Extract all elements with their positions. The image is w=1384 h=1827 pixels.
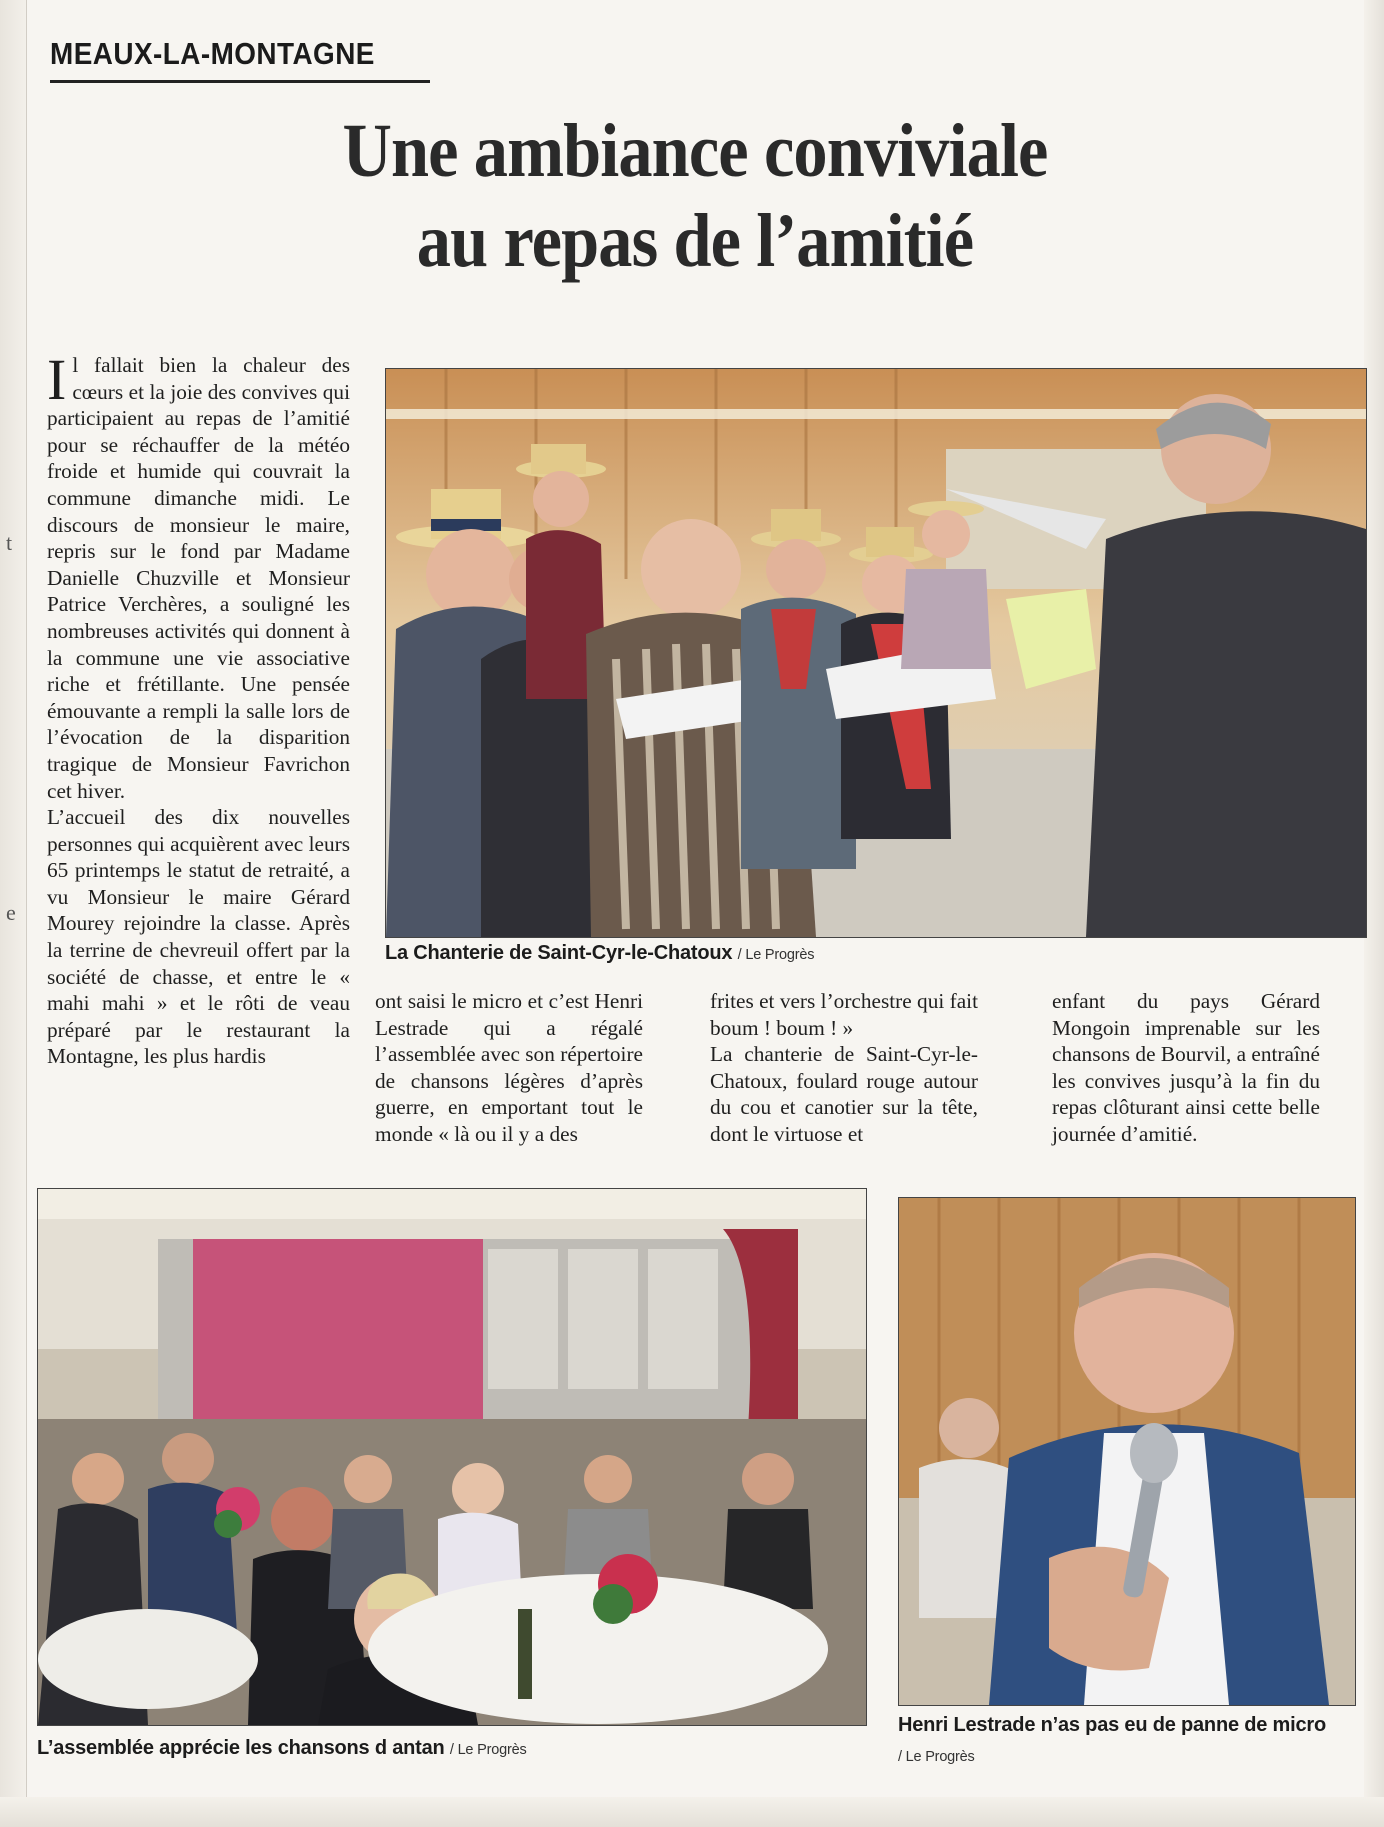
headline-line-2: au repas de l’amitié — [416, 199, 974, 283]
article-column-4 — [1052, 988, 1320, 1148]
article-paragraph-2: L’accueil des dix nouvelles personnes qui acquièrent avec leurs 65 printemps le statut de retraité, a vu Monsieur le maire Gérard Mourey rejoindre la classe. Après la terrine de chevreuil offert par la société de chasse, et entre le « mahi mahi » et le rôti de veau préparé par le restaurant la Montagne, les plus hardis — [47, 805, 350, 1069]
headline-line-1: Une ambiance conviviale — [342, 109, 1048, 193]
photo-singer-image — [899, 1198, 1355, 1705]
margin-fragment: e — [6, 900, 16, 925]
article-column-3-text-2: La chanterie de Saint-Cyr-le-Chatoux, foulard rouge autour du cou et canotier sur la tête, dont le virtuose et — [710, 1042, 978, 1146]
section-label-text: MEAUX-LA-MONTAGNE — [50, 36, 375, 71]
margin-fragment: t — [6, 530, 13, 555]
caption-singer-text: Henri Lestrade n’as pas eu de panne de micro — [898, 1714, 1327, 1736]
article-column-2 — [375, 988, 643, 1148]
article-paragraph-1 — [47, 347, 350, 804]
credit-singer-line — [898, 1744, 975, 1767]
section-label — [50, 30, 430, 83]
caption-singer — [898, 1714, 1326, 1737]
article-column-2-text: ont saisi le micro et c’est Henri Lestrade qui a régalé l’assemblée avec son répertoire de chansons légères d’après guerre, en emportant tout le monde « là ou il y a des — [375, 989, 643, 1146]
caption-choir-text: La Chanterie de Saint-Cyr-le-Chatoux — [385, 942, 733, 964]
photo-choir — [385, 368, 1367, 938]
article-column-4-text: enfant du pays Gérard Mongoin imprenable sur les chansons de Bourvil, a entraîné les convives jusqu’à la fin du repas clôturant ainsi cette belle journée d’amitié. — [1052, 989, 1320, 1146]
photo-singer — [898, 1197, 1356, 1706]
photo-choir-image — [386, 369, 1366, 937]
article-column-3-text-1: frites et vers l’orchestre qui fait boum ! boum ! » — [710, 989, 978, 1040]
article-lead-column — [47, 347, 350, 1070]
article-column-3 — [710, 988, 978, 1148]
caption-assembly-text: L’assemblée apprécie les chansons d antan — [37, 1737, 445, 1759]
headline — [40, 106, 1350, 286]
dropcap: I — [47, 347, 67, 412]
caption-choir — [385, 942, 814, 965]
page-edge-bottom — [0, 1797, 1384, 1827]
caption-assembly — [37, 1737, 527, 1760]
credit-singer: / Le Progrès — [898, 1749, 975, 1765]
page-edge-right — [1364, 0, 1384, 1827]
credit-assembly: / Le Progrès — [449, 1742, 527, 1758]
photo-assembly — [37, 1188, 867, 1726]
credit-choir: / Le Progrès — [737, 947, 815, 963]
photo-assembly-image — [38, 1189, 866, 1725]
article-lead-text: l fallait bien la chaleur des cœurs et la joie des convives qui participaient au repas de l’amitié pour se réchauffer de la météo froide et humide qui couvrait la commune dimanche midi. Le discours de monsieur le maire, repris sur le fond par Madame Danielle Chuzville et Monsieur Patrice Verchères, a souligné les nombreuses activités qui donnent à la commune une vie associative riche et frétillante. Une pensée émouvante a rempli la salle lors de l’évocation de la disparition tragique de Monsieur Favrichon cet hiver. — [47, 353, 350, 803]
